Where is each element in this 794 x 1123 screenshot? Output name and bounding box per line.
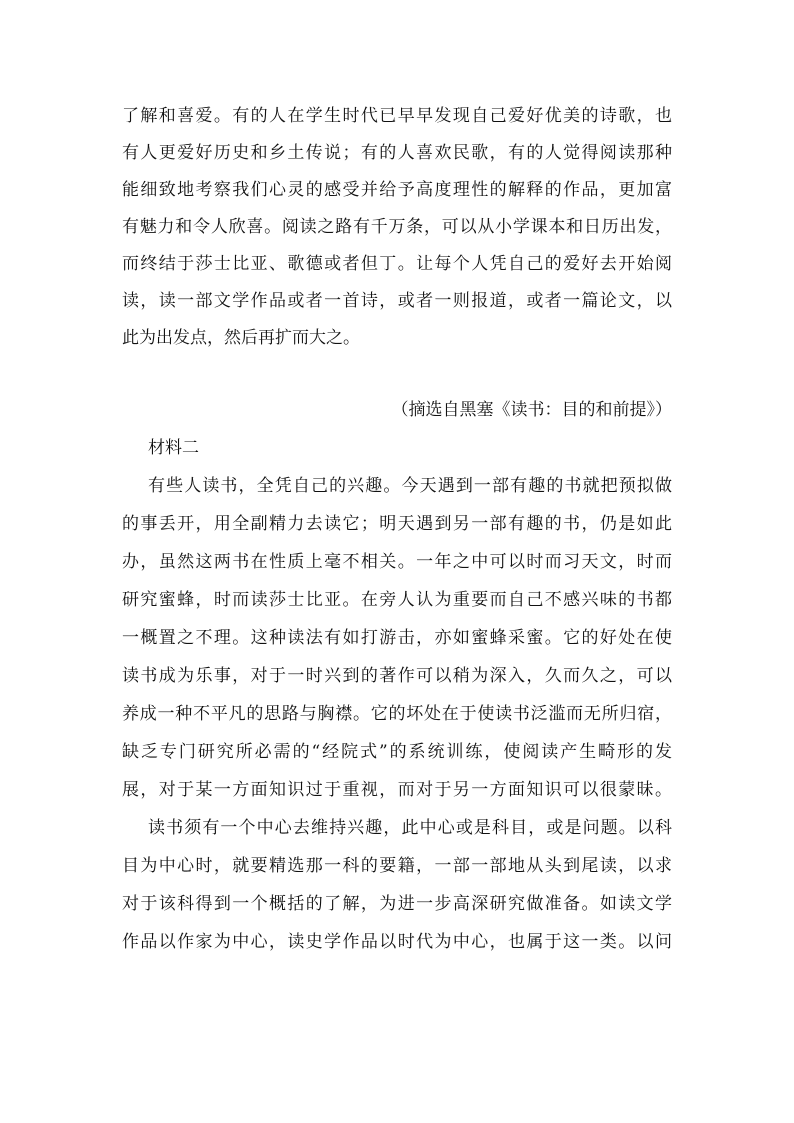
- section-heading: 材料二: [148, 438, 199, 458]
- text-line: 有人更爱好历史和乡土传说；有的人喜欢民歌，有的人觉得阅读那种: [122, 143, 672, 163]
- text-line: 养成一种不平凡的思路与胸襟。它的坏处在于使读书泛滥而无所归宿，: [122, 704, 672, 724]
- text-line: 展，对于某一方面知识过于重视，而对于另一方面知识可以很蒙昧。: [122, 780, 672, 800]
- text-line: 有些人读书，全凭自己的兴趣。今天遇到一部有趣的书就把预拟做: [148, 476, 672, 496]
- text-line: 作品以作家为中心，读史学作品以时代为中心，也属于这一类。以问: [122, 932, 672, 952]
- text-line: 目为中心时，就要精选那一科的要籍，一部一部地从头到尾读，以求: [122, 856, 672, 876]
- text-line: 有魅力和令人欣喜。阅读之路有千万条，可以从小学课本和日历出发，: [122, 217, 672, 237]
- text-line: 读书须有一个中心去维持兴趣，此中心或是科目，或是问题。以科: [148, 818, 672, 838]
- text-line: 对于该科得到一个概括的了解，为进一步高深研究做准备。如读文学: [122, 894, 672, 914]
- text-line: 缺乏专门研究所必需的“经院式”的系统训练，使阅读产生畸形的发: [122, 742, 672, 762]
- text-line: 办，虽然这两书在性质上毫不相关。一年之中可以时而习天文，时而: [122, 552, 672, 572]
- text-line: 能细致地考察我们心灵的感受并给予高度理性的解释的作品，更加富: [122, 180, 672, 200]
- text-line: 读书成为乐事，对于一时兴到的著作可以稍为深入，久而久之，可以: [122, 666, 672, 686]
- text-line: 此为出发点，然后再扩而大之。: [122, 328, 360, 348]
- text-line: 一概置之不理。这种读法有如打游击，亦如蜜蜂采蜜。它的好处在使: [122, 628, 672, 648]
- text-line: 读，读一部文学作品或者一首诗，或者一则报道，或者一篇论文，以: [122, 291, 672, 311]
- text-line: 研究蜜蜂，时而读莎士比亚。在旁人认为重要而自己不感兴味的书都: [122, 590, 672, 610]
- text-line: 而终结于莎士比亚、歌德或者但丁。让每个人凭自己的爱好去开始阅: [122, 254, 672, 274]
- source-attribution: （摘选自黑塞《读书：目的和前提》）: [391, 400, 672, 420]
- text-line: 了解和喜爱。有的人在学生时代已早早发现自己爱好优美的诗歌，也: [122, 106, 672, 126]
- text-line: 的事丢开，用全副精力去读它；明天遇到另一部有趣的书，仍是如此: [122, 514, 672, 534]
